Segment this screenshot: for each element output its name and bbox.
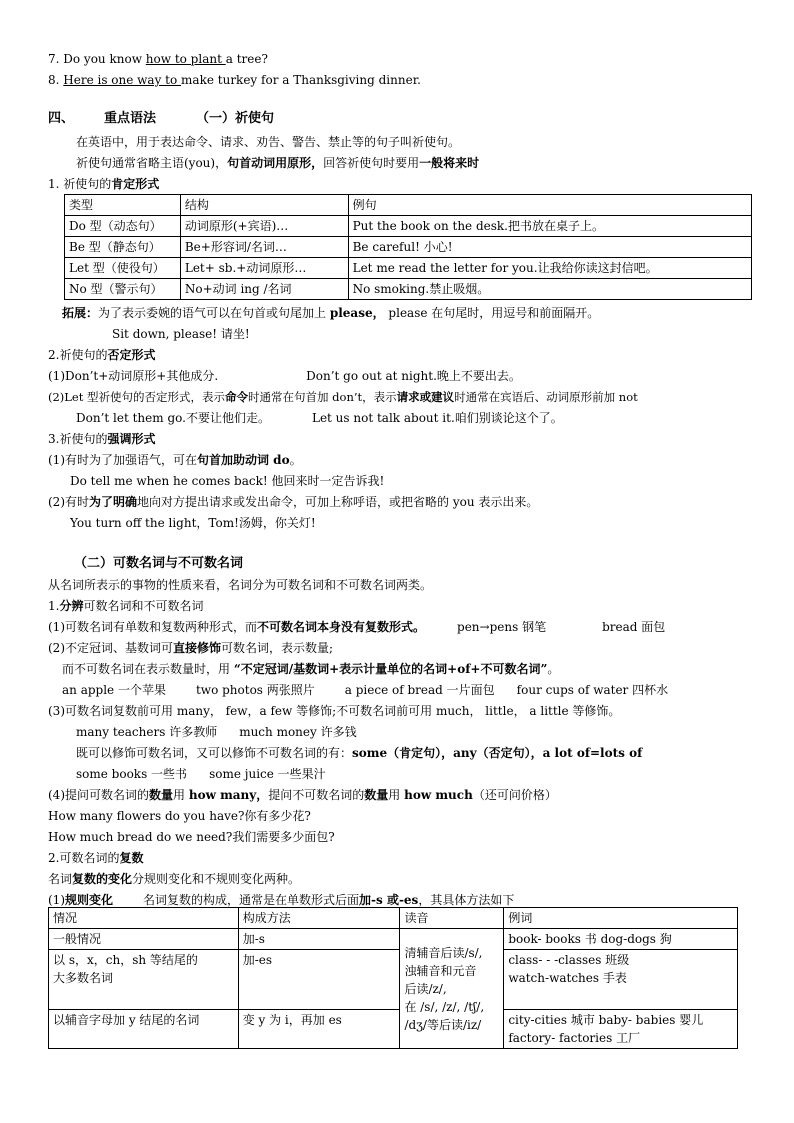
header-cell: 结构 [180, 195, 348, 216]
pronunciation-cell [400, 929, 504, 1049]
table-cell: 变 y 为 i，再加 es [238, 1010, 400, 1049]
table-row [49, 950, 738, 1010]
table-cell: No 型（警示句） [65, 279, 181, 300]
emphatic-rule-1: (1)有时为了加强语气，可在句首加助动词 do。 [48, 453, 302, 467]
nouns-rule-3: (3)可数名词复数前可用 many， few，a few 等修饰;不可数名词前可用 much， little， a little 等修饰。 [48, 704, 621, 718]
table-cell: No+动词 ing /名词 [180, 279, 348, 300]
table-cell: 以辅音字母加 y 结尾的名词 [49, 1010, 239, 1049]
cell-line: 以 s，x，ch，sh 等结尾的 [53, 953, 198, 967]
emphatic-example-2: You turn off the light，Tom!汤姆，你关灯! [70, 516, 316, 530]
nouns-rule-2: (2)不定冠词、基数词可直接修饰可数名词，表示数量; [48, 641, 334, 655]
imperative-types-table [64, 194, 752, 300]
emphatic-example-1: Do tell me when he comes back! 他回来时一定告诉我! [70, 474, 385, 488]
table-cell: 加-s [238, 929, 400, 950]
table-cell: 加-es [238, 950, 400, 1010]
table-header-row [65, 195, 752, 216]
negative-rule-2: (2)Let 型祈使句的否定形式，表示命令时通常在句首加 don’t，表示请求或建议时通常在宾语后、动词原形前加 not [48, 390, 638, 404]
nouns-both-modifiers: 既可以修饰可数名词，又可以修饰不可数名词的有：some（肯定句），any（否定句），a lot of=lots of [76, 746, 643, 760]
nouns-rule-4: (4)提问可数名词的数量用 how many，提问不可数名词的数量用 how much（还可问价格） [48, 788, 557, 802]
table-row [49, 929, 738, 950]
header-cell: 读音 [400, 908, 504, 929]
nouns-examples-2: many teachers 许多教师 much money 许多钱 [76, 725, 357, 739]
section-heading-grammar: 四、 重点语法 （一）祈使句 [48, 111, 275, 126]
pron-line: 浊辅音和元音 [404, 963, 477, 978]
table-cell: Do 型（动态句） [65, 216, 181, 237]
cell-line: factory- factories 工厂 [508, 1031, 641, 1045]
cell-line: class- - -classes 班级 [508, 953, 630, 967]
heading-affirmative: 1. 祈使句的肯定形式 [48, 177, 160, 191]
header-cell: 例句 [348, 195, 751, 216]
nouns-example-how-much: How much bread do we need?我们需要多少面包? [48, 830, 335, 844]
table-cell: Let me read the letter for you.让我给你读这封信吧。 [348, 258, 751, 279]
emphatic-rule-2: (2)有时为了明确地向对方提出请求或发出命令，可加上称呼语，或把省略的 you 表示出来。 [48, 495, 539, 509]
table-cell [504, 1010, 738, 1049]
table-cell: 动词原形(+宾语)… [180, 216, 348, 237]
table-cell: book- books 书 dog-dogs 狗 [504, 929, 738, 950]
heading-emphatic: 3.祈使句的强调形式 [48, 432, 156, 446]
section-heading-nouns: （二）可数名词与不可数名词 [74, 556, 244, 571]
sentence-7: 7. Do you know how to plant a tree? [48, 52, 268, 66]
header-cell: 例词 [504, 908, 738, 929]
extension-note: 拓展：为了表示委婉的语气可以在句首或句尾加上 please， please 在句尾时，用逗号和前面隔开。 [62, 306, 600, 320]
table-cell [504, 950, 738, 1010]
table-header-row [49, 908, 738, 929]
header-cell: 类型 [65, 195, 181, 216]
nouns-examples-1: an apple 一个苹果 two photos 两张照片 a piece of bread 一片面包 four cups of water 四杯水 [62, 683, 669, 697]
nouns-examples-3: some books 一些书 some juice 一些果汁 [76, 767, 326, 781]
plural-rules-table [48, 907, 738, 1049]
para-definition: 在英语中，用于表达命令、请求、劝告、警告、禁止等的句子叫祈使句。 [76, 135, 461, 149]
table-cell: Be 型（静态句） [65, 237, 181, 258]
table-cell: No smoking.禁止吸烟。 [348, 279, 751, 300]
table-cell: Be+形容词/名词… [180, 237, 348, 258]
table-cell: Be careful! 小心! [348, 237, 751, 258]
table-row [49, 1010, 738, 1049]
pron-line: /dʒ/等后读/iz/ [404, 1017, 482, 1032]
negative-examples: Don’t let them go.不要让他们走。 Let us not talk about it.咱们别谈论这个了。 [76, 411, 563, 425]
table-row [65, 258, 752, 279]
plural-heading: 2.可数名词的复数 [48, 851, 144, 865]
regular-plural-heading: (1)规则变化 名词复数的构成，通常是在单数形式后面加-s 或-es，其具体方法如下 [48, 893, 515, 907]
nouns-example-how-many: How many flowers do you have?你有多少花? [48, 809, 311, 823]
pron-line: 后读/z/, [404, 981, 447, 996]
table-cell: Put the book on the desk.把书放在桌子上。 [348, 216, 751, 237]
sentence-8: 8. Here is one way to make turkey for a Thanksgiving dinner. [48, 73, 421, 87]
table-row [65, 216, 752, 237]
nouns-intro: 从名词所表示的事物的性质来看，名词分为可数名词和不可数名词两类。 [48, 578, 433, 592]
pron-line: 在 /s/, /z/, /tʃ/, [404, 999, 485, 1014]
table-cell: 一般情况 [49, 929, 239, 950]
pron-line: 清辅音后读/s/, [404, 945, 483, 960]
nouns-rule-1: (1)可数名词有单数和复数两种形式，而不可数名词本身没有复数形式。 pen→pens 钢笔 bread 面包 [48, 620, 666, 634]
cell-line: watch-watches 手表 [508, 971, 627, 985]
header-cell: 情况 [49, 908, 239, 929]
table-row [65, 279, 752, 300]
negative-rule-1: (1)Don’t+动词原形+其他成分. Don’t go out at night.晚上不要出去。 [48, 369, 521, 383]
header-cell: 构成方法 [238, 908, 400, 929]
table-cell [49, 950, 239, 1010]
cell-line: 大多数名词 [53, 971, 114, 985]
extension-example: Sit down, please! 请坐! [112, 327, 250, 341]
heading-negative: 2.祈使句的否定形式 [48, 348, 156, 362]
para-usage: 祈使句通常省略主语(you)，句首动词用原形，回答祈使句时要用一般将来时 [76, 156, 480, 170]
table-cell: Let 型（使役句） [65, 258, 181, 279]
nouns-heading-1: 1.分辨可数名词和不可数名词 [48, 599, 204, 613]
plural-intro: 名词复数的变化分规则变化和不规则变化两种。 [48, 872, 301, 886]
table-row [65, 237, 752, 258]
cell-line: city-cities 城市 baby- babies 婴儿 [508, 1013, 704, 1027]
nouns-rule-2b: 而不可数名词在表示数量时，用 “不定冠词/基数词+表示计量单位的名词+of+不可数名词”。 [62, 662, 560, 676]
table-cell: Let+ sb.+动词原形… [180, 258, 348, 279]
